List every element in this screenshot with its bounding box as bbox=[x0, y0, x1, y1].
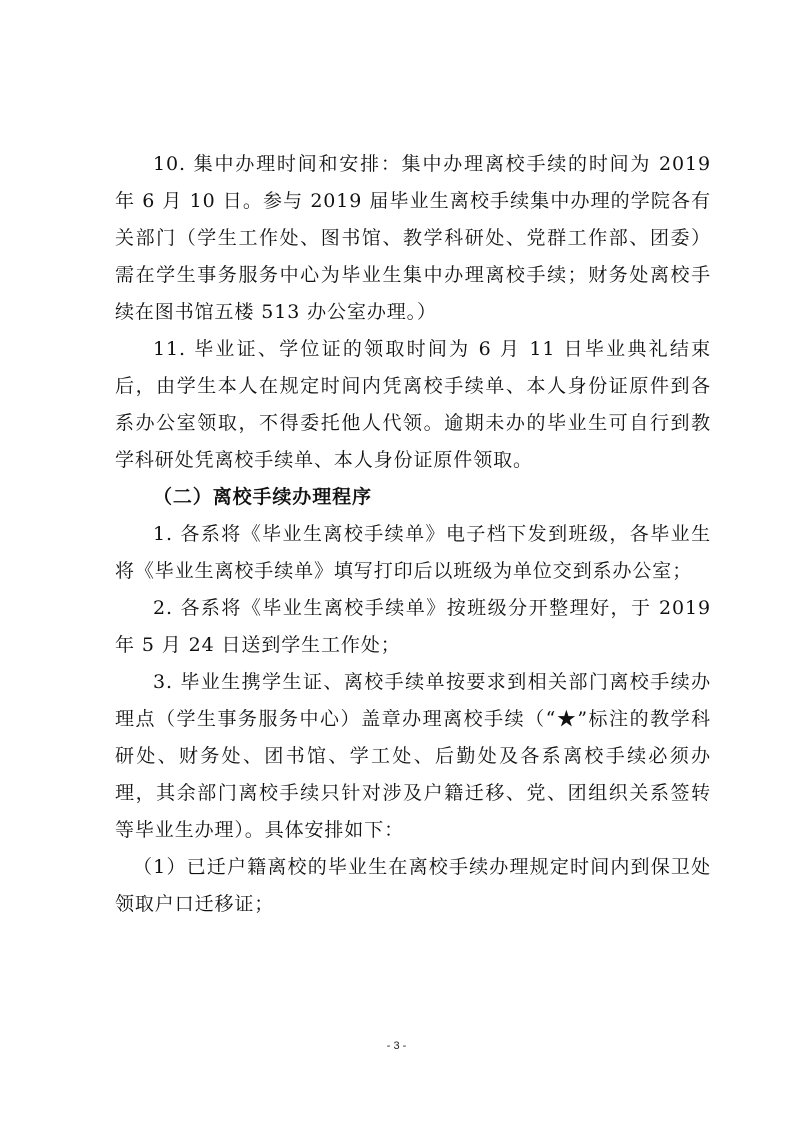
paragraph-item-11: 11. 毕业证、学位证的领取时间为 6 月 11 日毕业典礼结束后，由学生本人在规定时间内凭离校手续单、本人身份证原件到各系办公室领取，不得委托他人代领。逾期未办的毕业生可自行到教学科研处凭离校手续单、本人身份证原件领取。 bbox=[115, 338, 711, 471]
document-body bbox=[115, 146, 711, 923]
section-heading: （二）离校手续办理程序 bbox=[153, 486, 372, 508]
step-item-3: 3. 毕业生携学生证、离校手续单按要求到相关部门离校手续办理点（学生事务服务中心）盖章办理离校手续（“★”标注的教学科研处、财务处、团书馆、学工处、后勤处及各系离校手续必须办理，其余部门离校手续只针对涉及户籍迁移、党、团组织关系签转等毕业生办理）。具体安排如下： bbox=[115, 671, 711, 841]
paragraph-item-10: 10. 集中办理时间和安排：集中办理离校手续的时间为 2019 年 6 月 10 日。参与 2019 届毕业生离校手续集中办理的学院各有关部门（学生工作处、图书馆、教学科研处、党群工作部、团委）需在学生事务服务中心为毕业生集中办理离校手续；财务处离校手续在图书馆五楼 513 办公室办理。） bbox=[115, 153, 711, 323]
step-item-2: 2. 各系将《毕业生离校手续单》按班级分开整理好，于 2019 年 5 月 24 日送到学生工作处； bbox=[115, 597, 711, 656]
page-number: - 3 - bbox=[386, 1040, 407, 1052]
sub-item-1: （1）已迁户籍离校的毕业生在离校手续办理规定时间内到保卫处领取户口迁移证； bbox=[115, 856, 711, 915]
step-item-1: 1. 各系将《毕业生离校手续单》电子档下发到班级，各毕业生将《毕业生离校手续单》填写打印后以班级为单位交到系办公室； bbox=[115, 523, 711, 582]
